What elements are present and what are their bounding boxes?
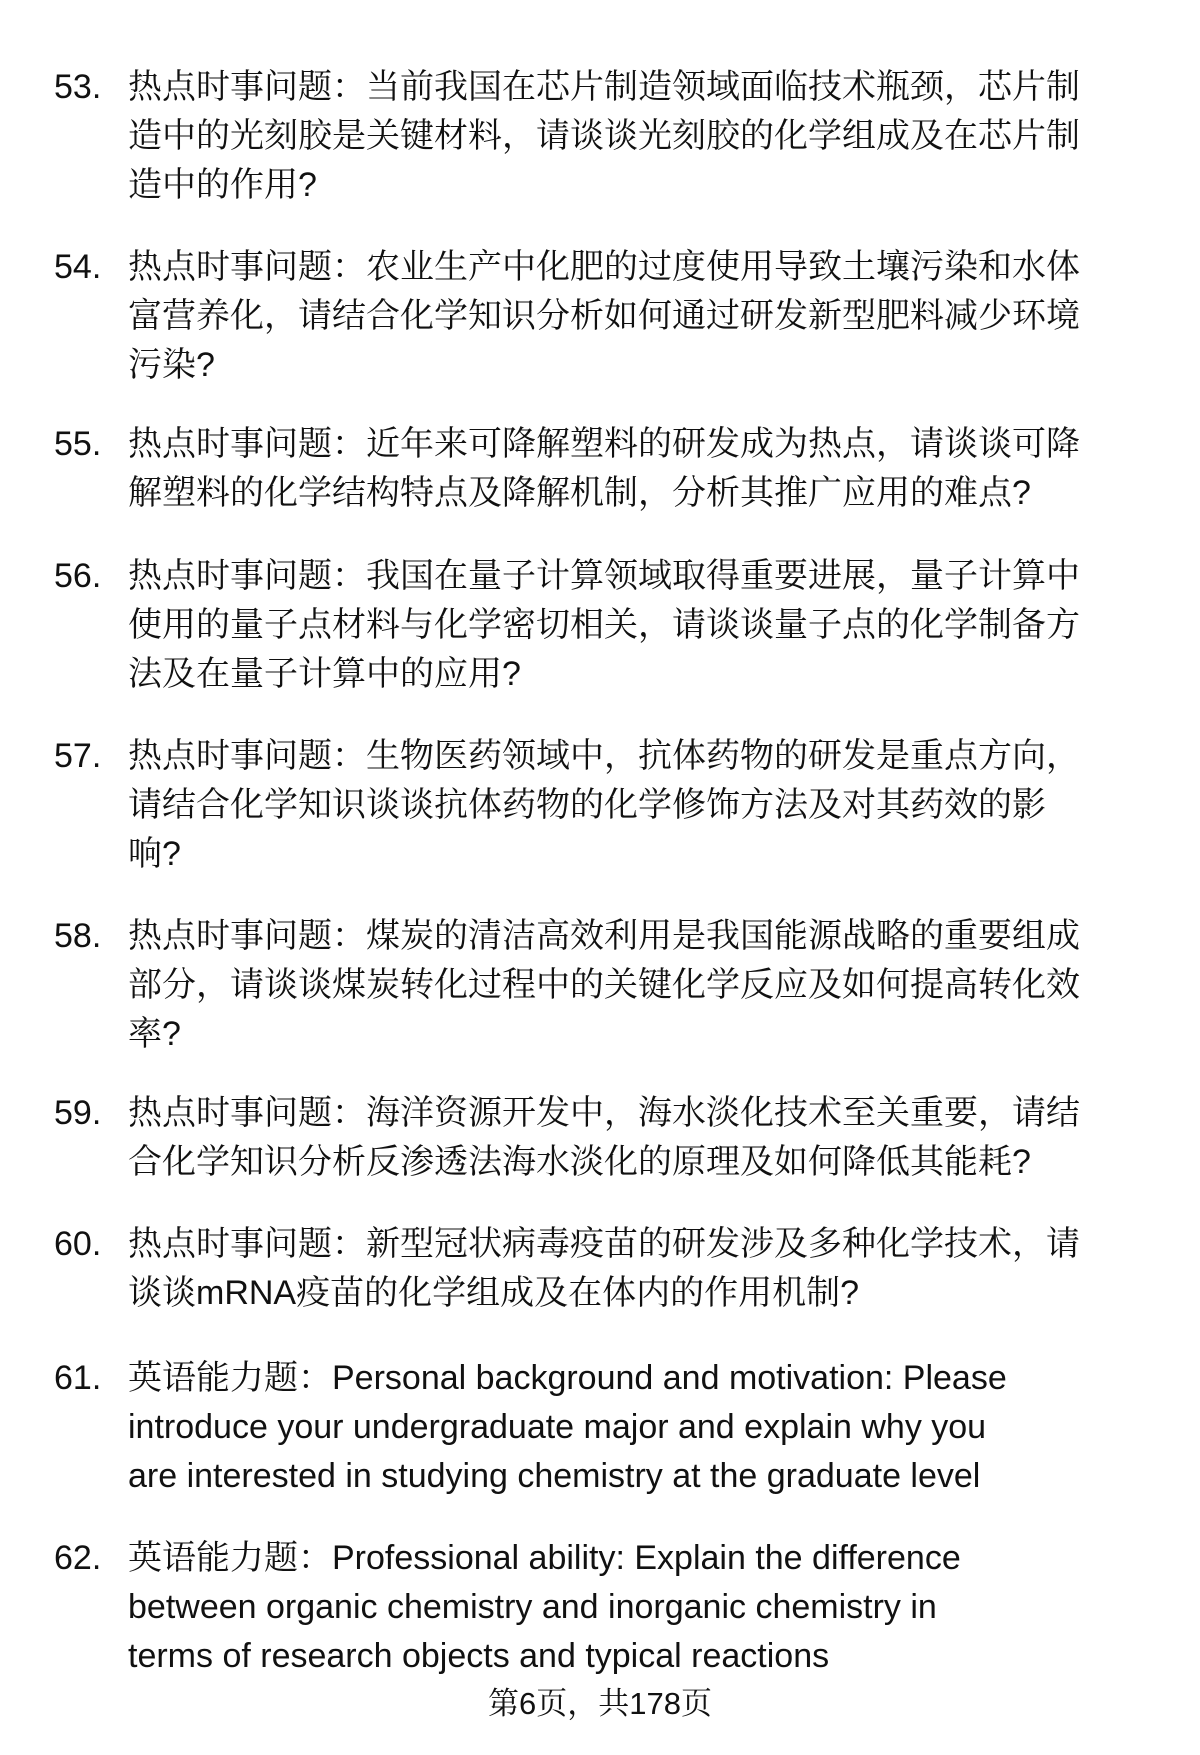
question-number: 54. — [54, 248, 102, 286]
question-line: are interested in studying chemistry at the graduate level — [128, 1457, 981, 1495]
question-line: 造中的光刻胶是关键材料，请谈谈光刻胶的化学组成及在芯片制 — [128, 117, 1080, 155]
question-text — [128, 912, 1168, 1059]
question-line: 法及在量子计算中的应用? — [128, 655, 521, 693]
question-line: 富营养化，请结合化学知识分析如何通过研发新型肥料减少环境 — [128, 297, 1080, 335]
question-line: 热点时事问题：农业生产中化肥的过度使用导致土壤污染和水体 — [128, 248, 1080, 286]
question-text — [128, 63, 1168, 210]
question-text — [128, 420, 1168, 518]
question-line: 率? — [128, 1015, 181, 1053]
question-number: 55. — [54, 425, 102, 463]
question-number: 60. — [54, 1225, 102, 1263]
question-line: 造中的作用? — [128, 166, 317, 204]
question-line: terms of research objects and typical reactions — [128, 1637, 830, 1675]
question-line: 污染? — [128, 346, 215, 384]
question-number: 58. — [54, 917, 102, 955]
question-line: 响? — [128, 835, 181, 873]
question-text — [128, 1089, 1168, 1187]
question-line: 英语能力题：Personal background and motivation: Please — [128, 1359, 1007, 1397]
question-line: 部分，请谈谈煤炭转化过程中的关键化学反应及如何提高转化效 — [128, 966, 1080, 1004]
question-line: 热点时事问题：新型冠状病毒疫苗的研发涉及多种化学技术，请 — [128, 1225, 1080, 1263]
question-line: 英语能力题：Professional ability: Explain the difference — [128, 1539, 961, 1577]
question-line: 使用的量子点材料与化学密切相关，请谈谈量子点的化学制备方 — [128, 606, 1080, 644]
question-text — [128, 1220, 1168, 1318]
question-number: 59. — [54, 1094, 102, 1132]
page-footer: 第6页，共178页 — [488, 1686, 712, 1721]
question-line: 请结合化学知识谈谈抗体药物的化学修饰方法及对其药效的影 — [128, 786, 1046, 824]
question-line: 热点时事问题：海洋资源开发中，海水淡化技术至关重要，请结 — [128, 1094, 1080, 1132]
question-line: introduce your undergraduate major and explain why you — [128, 1408, 987, 1446]
question-line: 热点时事问题：煤炭的清洁高效利用是我国能源战略的重要组成 — [128, 917, 1080, 955]
question-number: 56. — [54, 557, 102, 595]
question-number: 53. — [54, 68, 102, 106]
question-line: 热点时事问题：当前我国在芯片制造领域面临技术瓶颈，芯片制 — [128, 68, 1080, 106]
question-line: 热点时事问题：生物医药领域中，抗体药物的研发是重点方向， — [128, 737, 1080, 775]
question-number: 57. — [54, 737, 102, 775]
question-number: 61. — [54, 1359, 102, 1397]
question-line: 解塑料的化学结构特点及降解机制，分析其推广应用的难点? — [128, 474, 1031, 512]
question-text — [128, 732, 1168, 879]
question-text — [128, 243, 1168, 390]
question-line: between organic chemistry and inorganic chemistry in — [128, 1588, 937, 1626]
question-text — [128, 552, 1168, 699]
question-line: 热点时事问题：近年来可降解塑料的研发成为热点，请谈谈可降 — [128, 425, 1080, 463]
question-line: 热点时事问题：我国在量子计算领域取得重要进展，量子计算中 — [128, 557, 1080, 595]
question-line: 合化学知识分析反渗透法海水淡化的原理及如何降低其能耗? — [128, 1143, 1031, 1181]
question-text — [128, 1534, 1168, 1681]
question-text — [128, 1354, 1168, 1501]
question-number: 62. — [54, 1539, 102, 1577]
question-line: 谈谈mRNA疫苗的化学组成及在体内的作用机制? — [128, 1274, 860, 1312]
